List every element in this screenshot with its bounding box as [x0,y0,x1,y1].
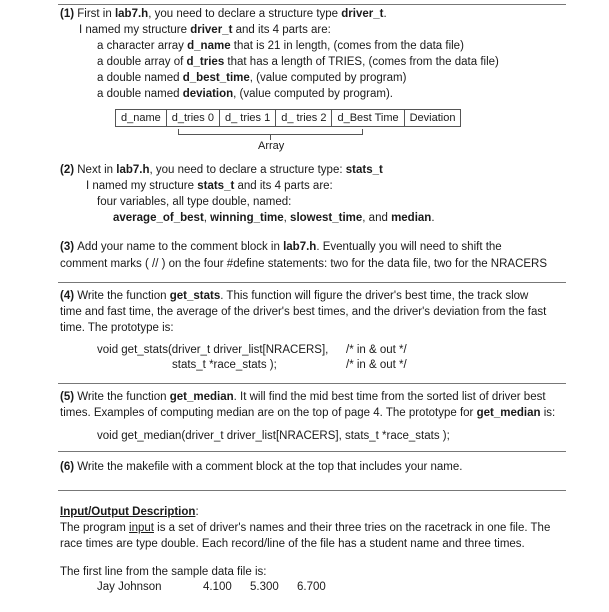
section-1-line-1: (1) First in lab7.h, you need to declare a structure type driver_t. [60,8,387,20]
get-stats-prototype-1: void get_stats(driver_t driver_list[NRACERS], [97,344,329,356]
io-heading: Input/Output Description: [60,506,199,518]
divider [58,282,566,283]
section-4-line-3: time. The prototype is: [60,322,174,334]
section-1-line-3: a character array d_name that is 21 in length, (comes from the data file) [97,40,464,52]
io-line-2: race times are type double. Each record/line of the file has a student name and three times. [60,538,525,550]
field-cell: d_ tries 2 [276,110,332,127]
section-2-line-3: four variables, all type double, named: [97,196,292,208]
section-6-line-1: (6) Write the makefile with a comment block at the top that includes your name. [60,461,463,473]
section-5-line-1: (5) Write the function get_median. It will find the mid best time from the sorted list of driver best [60,391,546,403]
field-cell: d_name [116,110,167,127]
section-4-line-1: (4) Write the function get_stats. This function will figure the driver's best time, the track slow [60,290,529,302]
divider [58,490,566,491]
get-median-prototype: void get_median(driver_t driver_list[NRACERS], stats_t *race_stats ); [97,430,450,442]
field-cell: d_Best Time [332,110,404,127]
section-2-line-4: average_of_best, winning_time, slowest_time, and median. [113,212,435,224]
field-cell: d_tries 0 [166,110,219,127]
divider [58,451,566,452]
section-4-line-2: time and fast time, the average of the driver's best times, and the driver's deviation from the fast [60,306,547,318]
field-cell: d_ tries 1 [219,110,275,127]
io-line-1: The program input is a set of driver's names and their three tries on the racetrack in one file. The [60,522,551,534]
get-stats-comment-2: /* in & out */ [346,359,407,371]
section-3-line-2: comment marks ( // ) on the four #define statements: two for the data file, two for the NRACERS [60,258,548,270]
section-1-line-6: a double named deviation, (value computed by program). [97,88,393,100]
io-line-3: The first line from the sample data file is: [60,566,267,578]
section-1-line-2: I named my structure driver_t and its 4 parts are: [79,24,331,36]
get-stats-prototype-2: stats_t *race_stats ); [172,359,277,371]
get-stats-comment-1: /* in & out */ [346,344,407,356]
struct-fields-diagram [115,109,461,127]
divider [58,383,566,384]
section-1-line-4: a double array of d_tries that has a length of TRIES, (comes from the data file) [97,56,499,68]
field-cell: Deviation [404,110,461,127]
section-2-line-1: (2) Next in lab7.h, you need to declare a structure type: stats_t [60,164,383,176]
section-2-line-2: I named my structure stats_t and its 4 parts are: [86,180,333,192]
sample-record: Jay Johnson 4.100 5.300 6.700 [97,581,326,593]
section-5-line-2: times. Examples of computing median are on the top of page 4. The prototype for get_median is: [60,407,556,419]
section-3-line-1: (3) Add your name to the comment block in lab7.h. Eventually you will need to shift the [60,241,502,253]
divider [58,4,566,5]
section-1-line-5: a double named d_best_time, (value computed by program) [97,72,407,84]
array-label: Array [258,140,285,152]
section-number: (1) [60,8,78,20]
